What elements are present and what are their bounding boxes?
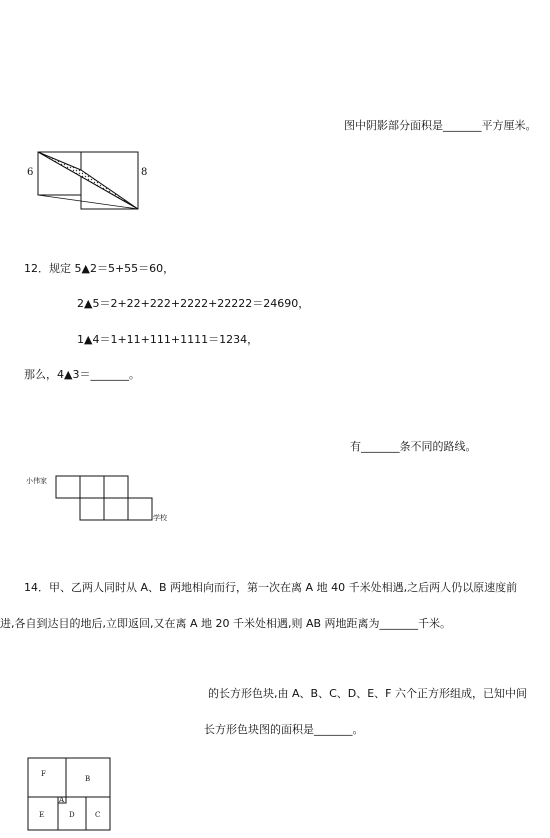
q15-line2: 长方形色块图的面积是_______。 (204, 723, 364, 736)
label-6: 6 (27, 167, 34, 178)
q12-line2: 2▲5＝2+22+222+2222+22222＝24690， (77, 297, 310, 310)
q12-line1: 12．规定 5▲2＝5+55＝60， (24, 262, 175, 275)
q14-line2: 进,各自到达目的地后,立即返回,又在离 A 地 20 千米处相遇,则 AB 两地距离为_______千米。 (0, 617, 452, 630)
square-B-label: B (85, 775, 91, 783)
q14-line1: 14．甲、乙两人同时从 A、B 两地相向而行，第一次在离 A 地 40 千米处相遇,之后两人仍以原速度前 (24, 581, 518, 594)
q13-text: 有_______条不同的路线。 (350, 440, 477, 453)
label-8: 8 (141, 167, 148, 178)
square-D-label: D (69, 811, 75, 819)
square-A-label: A (59, 796, 65, 804)
square-F-label: F (41, 770, 46, 778)
square-E-label: E (39, 811, 45, 819)
square-C-label: C (95, 811, 101, 819)
q15-figure (26, 756, 126, 836)
q11-text: 图中阴影部分面积是_______平方厘米。 (344, 119, 537, 132)
q12-line4: 那么，4▲3＝_______。 (24, 368, 140, 381)
q12-line3: 1▲4＝1+11+111+1111＝1234， (77, 333, 259, 346)
q15-line1: 的长方形色块,由 A、B、C、D、E、F 六个正方形组成，已知中间 (208, 687, 527, 700)
small-square (38, 152, 81, 195)
q13-grid-figure (24, 472, 184, 527)
q11-figure (24, 148, 184, 218)
home-label: 小伟家 (26, 477, 47, 485)
school-label: 学校 (153, 514, 167, 522)
